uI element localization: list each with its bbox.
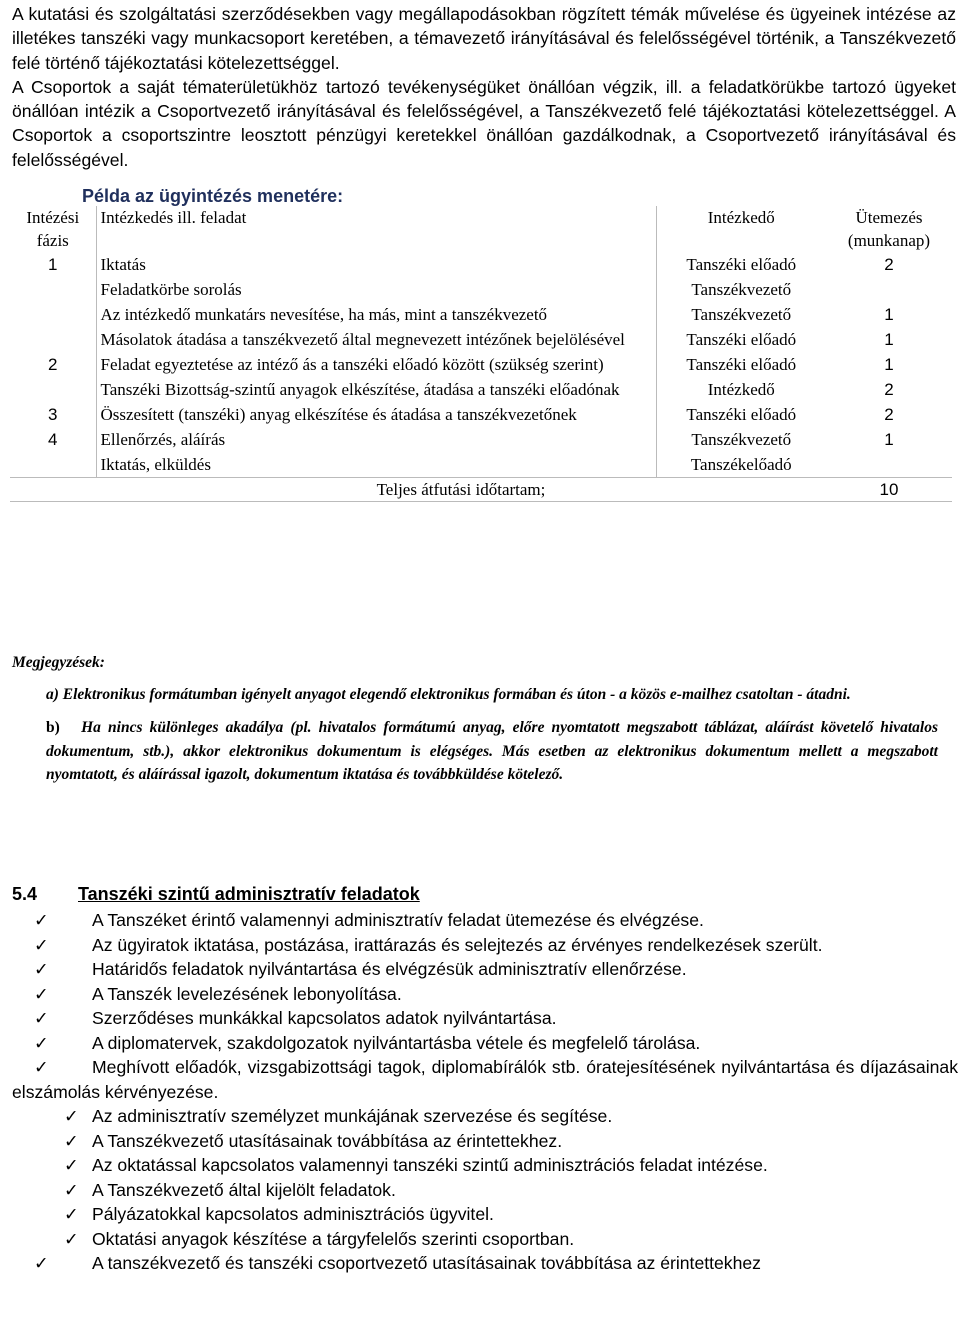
checklist-item-text: Pályázatokkal kapcsolatos adminisztrációs ügyvitel. bbox=[92, 1204, 494, 1224]
header-schedule: Ütemezés (munkanap) bbox=[847, 208, 931, 250]
row-actor: Intézkedő bbox=[707, 380, 775, 399]
row-task: Feladatkörbe sorolás bbox=[96, 277, 656, 302]
checklist-item-text: Meghívott előadók, vizsgabizottsági tagok, diplomabírálók stb. óratejesítésének nyilvántartása és díjazásainak elszámolás kérvényezése. bbox=[12, 1057, 958, 1102]
note-a: a) Elektronikus formátumban igényelt anyagot elegendő elektronikus formában és úton - a közös e-mailhez csatoltan - átadni. bbox=[46, 686, 851, 703]
intro-paragraph-2: A Csoportok a saját tématerületükhöz tartozó tevékenységüket önállóan végzik, ill. a feladatkörükbe tartozó ügyeket önállóan intézik a Csoportvezető irányításával és felelősségével, a Tanszékvezető felé tájékoztatási kötelezettséggel. A Csoportok a csoportszintre leosztott pénzügyi keretekkel önállóan gazdálkodnak, a Csoportvezető irányításával és felelősségével. bbox=[12, 76, 956, 170]
checklist-item-text: A Tanszékvezető által kijelölt feladatok. bbox=[92, 1179, 396, 1200]
checklist-item-text: A tanszékvezető és tanszéki csoportvezető utasításainak továbbítása az érintettekhez bbox=[92, 1253, 761, 1273]
checklist-item-text: A Tanszéket érintő valamennyi adminisztratív feladat ütemezése és elvégzése. bbox=[92, 910, 704, 930]
row-actor: Tanszékvezető bbox=[691, 305, 792, 324]
row-task: Összesített (tanszéki) anyag elkészítése és átadása a tanszékvezetőnek bbox=[96, 402, 656, 427]
section-heading bbox=[12, 884, 420, 905]
checklist-item-text: Határidős feladatok nyilvántartása és elvégzésük adminisztratív ellenőrzése. bbox=[92, 959, 687, 979]
row-actor: Tanszékvezető bbox=[691, 280, 792, 299]
row-phase bbox=[10, 302, 96, 327]
header-phase: Intézési fázis bbox=[26, 208, 80, 250]
section-number: 5.4 bbox=[12, 884, 38, 904]
checklist-item-text: Az ügyiratok iktatása, postázása, irattárazás és selejtezés az érvényes rendelkezések szerült. bbox=[92, 934, 823, 955]
row-phase: 2 bbox=[48, 355, 58, 374]
checklist-item bbox=[12, 1227, 958, 1252]
check-icon: ✓ bbox=[64, 1155, 79, 1175]
checklist-item-text: A Tanszékvezető utasításainak továbbítása az érintettekhez. bbox=[92, 1130, 563, 1151]
checklist-item bbox=[12, 1153, 958, 1178]
row-actor: Tanszékelőadó bbox=[690, 455, 792, 474]
checklist-item bbox=[12, 1006, 958, 1031]
checklist-item-text: A diplomatervek, szakdolgozatok nyilvántartásba vétele és megfelelő tárolása. bbox=[92, 1032, 701, 1053]
check-icon: ✓ bbox=[64, 1228, 79, 1249]
notes-title: Megjegyzések: bbox=[12, 654, 105, 671]
row-task: Iktatás bbox=[96, 252, 656, 277]
checklist-item bbox=[12, 1055, 958, 1104]
note-b-text: Ha nincs különleges akadálya (pl. hivatalos formátumú anyag, előre nyomtatott megszabott táblázat, aláírást követelő hivatalos dokumentum, stb.), akkor elektronikus dokumentum is elégséges. Más esetben az elektronikus dokumentum mellett a megszabott nyomtatott, és aláírással igazolt, dokumentum iktatása és továbbküldése kötelező. bbox=[46, 719, 939, 783]
row-actor: Tanszéki előadó bbox=[686, 355, 797, 374]
check-icon: ✓ bbox=[34, 910, 49, 930]
row-schedule: 2 bbox=[884, 255, 894, 274]
row-task: Iktatás, elküldés bbox=[96, 452, 656, 478]
row-actor: Tanszéki előadó bbox=[686, 330, 797, 349]
row-actor: Tanszéki előadó bbox=[686, 405, 797, 424]
notes bbox=[12, 652, 938, 787]
row-schedule: 2 bbox=[884, 405, 894, 424]
check-icon: ✓ bbox=[64, 1204, 79, 1224]
row-schedule: 1 bbox=[884, 430, 894, 449]
checklist-item-text: Szerződéses munkákkal kapcsolatos adatok nyilvántartása. bbox=[92, 1008, 557, 1028]
note-b-marker: b) bbox=[46, 719, 60, 736]
checklist-item bbox=[12, 908, 958, 933]
check-icon: ✓ bbox=[34, 934, 49, 955]
row-schedule: 2 bbox=[884, 380, 894, 399]
row-phase bbox=[10, 277, 96, 302]
row-schedule: 1 bbox=[884, 330, 894, 349]
intro-text bbox=[12, 2, 956, 172]
check-icon: ✓ bbox=[34, 1253, 49, 1273]
row-task: Másolatok átadása a tanszékvezető által megnevezett intézőnek bejelölésével bbox=[96, 327, 656, 352]
row-phase: 3 bbox=[48, 405, 58, 424]
checklist-item-text: A Tanszék levelezésének lebonyolítása. bbox=[92, 983, 402, 1004]
header-task: Intézkedés ill. feladat bbox=[96, 206, 656, 252]
row-task: Tanszéki Bizottság-szintű anyagok elkészítése, átadása a tanszéki előadónak bbox=[96, 377, 656, 402]
check-icon: ✓ bbox=[34, 983, 49, 1004]
intro-paragraph-1: A kutatási és szolgáltatási szerződésekben vagy megállapodásokban rögzített témák művelése és ügyeinek intézése az illetékes tanszéki vagy munkacsoport keretében, a témavezető irányításával és felelősségével történik, a Tanszékvezető felé történő tájékoztatási kötelezettséggel. bbox=[12, 4, 956, 73]
table-row bbox=[10, 402, 952, 427]
checklist-item-text: Oktatási anyagok készítése a tárgyfelelős szerinti csoportban. bbox=[92, 1228, 575, 1249]
table-row bbox=[10, 327, 952, 352]
checklist-item bbox=[12, 1129, 958, 1154]
check-icon: ✓ bbox=[64, 1179, 79, 1200]
check-icon: ✓ bbox=[34, 1057, 49, 1077]
row-schedule: 1 bbox=[884, 355, 894, 374]
checklist-item bbox=[12, 957, 958, 982]
checklist-item bbox=[12, 1031, 958, 1056]
total-value: 10 bbox=[826, 478, 952, 502]
table-row bbox=[10, 377, 952, 402]
check-icon: ✓ bbox=[34, 1008, 49, 1028]
row-schedule bbox=[826, 452, 952, 478]
note-b bbox=[46, 716, 938, 787]
row-phase bbox=[10, 377, 96, 402]
row-schedule bbox=[826, 277, 952, 302]
checklist-item bbox=[12, 1202, 958, 1227]
table-row bbox=[10, 252, 952, 277]
checklist-item-text: Az adminisztratív személyzet munkájának szervezése és segítése. bbox=[92, 1106, 613, 1126]
table-row bbox=[10, 427, 952, 452]
table-row bbox=[10, 302, 952, 327]
row-phase: 1 bbox=[48, 255, 58, 274]
row-actor: Tanszéki előadó bbox=[686, 255, 797, 274]
procedure-table bbox=[10, 206, 952, 502]
row-task: Feladat egyeztetése az intéző ás a tanszéki előadó között (szükség szerint) bbox=[96, 352, 656, 377]
row-schedule: 1 bbox=[884, 305, 894, 324]
total-label: Teljes átfutási időtartam; bbox=[96, 478, 826, 502]
section-title: Tanszéki szintű adminisztratív feladatok bbox=[78, 884, 420, 904]
row-task: Az intézkedő munkatárs nevesítése, ha más, mint a tanszékvezető bbox=[96, 302, 656, 327]
table-row bbox=[10, 352, 952, 377]
row-phase: 4 bbox=[48, 430, 58, 449]
row-phase bbox=[10, 327, 96, 352]
checklist-item bbox=[12, 1178, 958, 1203]
table-row bbox=[10, 452, 952, 478]
task-checklist bbox=[12, 908, 958, 1276]
checklist-item bbox=[12, 982, 958, 1007]
check-icon: ✓ bbox=[64, 1106, 79, 1126]
check-icon: ✓ bbox=[34, 1032, 49, 1053]
checklist-item bbox=[12, 1104, 958, 1129]
example-title: Példa az ügyintézés menetére: bbox=[82, 186, 344, 206]
check-icon: ✓ bbox=[34, 959, 49, 979]
check-icon: ✓ bbox=[64, 1130, 79, 1151]
row-task: Ellenőrzés, aláírás bbox=[96, 427, 656, 452]
table-header-row bbox=[10, 206, 952, 252]
total-row bbox=[10, 478, 952, 502]
checklist-item bbox=[12, 933, 958, 958]
row-actor: Tanszékvezető bbox=[691, 430, 792, 449]
row-phase bbox=[10, 452, 96, 478]
header-actor: Intézkedő bbox=[707, 208, 775, 227]
checklist-item bbox=[12, 1251, 958, 1276]
table-row bbox=[10, 277, 952, 302]
checklist-item-text: Az oktatással kapcsolatos valamennyi tanszéki szintű adminisztrációs feladat intézése. bbox=[92, 1155, 768, 1175]
